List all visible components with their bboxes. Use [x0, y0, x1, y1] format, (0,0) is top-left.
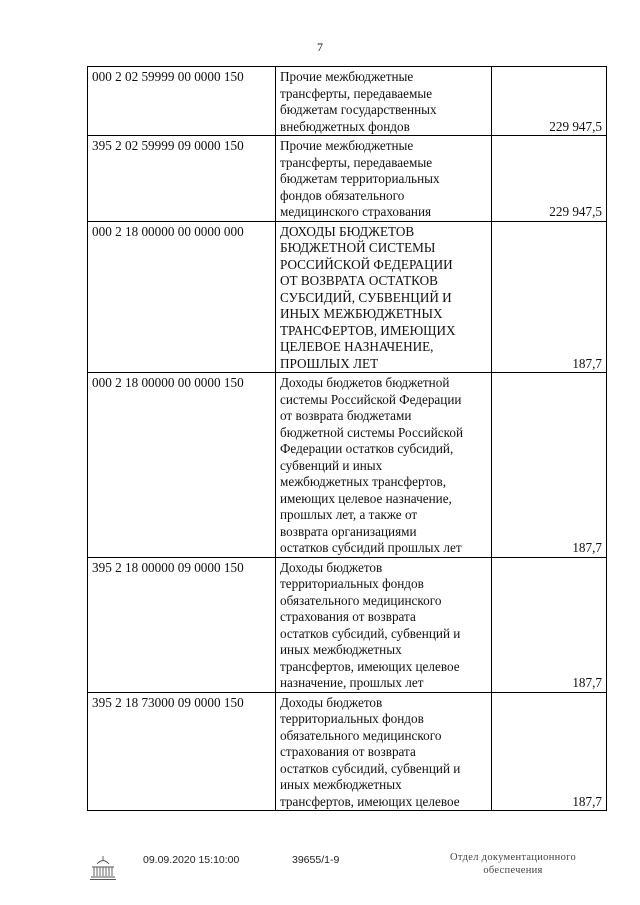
description-line: Доходы бюджетов бюджетной [280, 375, 450, 390]
page-number: 7 [317, 40, 323, 54]
description-line: Федерации остатков субсидий, [280, 441, 454, 456]
description-line: от возврата бюджетами [280, 408, 412, 423]
row-description [276, 136, 492, 222]
row-amount: 187,7 [492, 221, 607, 373]
description-line: БЮДЖЕТНОЙ СИСТЕМЫ [280, 240, 436, 255]
row-amount: 229 947,5 [492, 67, 607, 136]
description-line: внебюджетных фондов [280, 118, 410, 134]
table-row [88, 692, 607, 811]
budget-table-body [88, 67, 607, 811]
description-line: субвенций и иных [280, 457, 383, 473]
description-line: прошлых лет, а также от [280, 507, 418, 522]
description-line: РОССИЙСКОЙ ФЕДЕРАЦИИ [280, 256, 453, 272]
description-line: территориальных фондов [280, 576, 424, 591]
row-code: 000 2 18 00000 00 0000 000 [88, 221, 276, 373]
table-row [88, 557, 607, 692]
description-line: бюджетной системы Российской [280, 424, 464, 440]
row-code: 395 2 18 73000 09 0000 150 [88, 692, 276, 811]
print-timestamp: 09.09.2020 15:10:00 [143, 854, 240, 866]
table-row [88, 221, 607, 373]
row-code: 000 2 02 59999 00 0000 150 [88, 67, 276, 136]
document-id: 39655/1-9 [292, 854, 340, 866]
description-line: Прочие межбюджетные [280, 138, 414, 153]
row-code: 395 2 02 59999 09 0000 150 [88, 136, 276, 222]
description-line: ЦЕЛЕВОЕ НАЗНАЧЕНИЕ, [280, 339, 434, 354]
row-amount: 187,7 [492, 692, 607, 811]
description-line: остатков субсидий прошлых лет [280, 540, 462, 555]
description-line: трансфертов, имеющих целевое [280, 658, 460, 674]
row-description [276, 67, 492, 136]
description-line: страхования от возврата [280, 609, 416, 624]
description-line: иных межбюджетных [280, 777, 402, 792]
description-line: Доходы бюджетов [280, 694, 383, 710]
description-line: ИНЫХ МЕЖБЮДЖЕТНЫХ [280, 306, 443, 321]
description-line: обязательного медицинского [280, 592, 442, 608]
description-line: иных межбюджетных [280, 642, 402, 657]
description-line: трансферты, передаваемые [280, 85, 433, 101]
description-line: медицинского страхования [280, 204, 432, 219]
description-line: ТРАНСФЕРТОВ, ИМЕЮЩИХ [280, 322, 456, 338]
row-code: 395 2 18 00000 09 0000 150 [88, 557, 276, 692]
table-row [88, 373, 607, 558]
table-row [88, 136, 607, 222]
row-description [276, 221, 492, 373]
description-line: межбюджетных трансфертов, [280, 474, 447, 489]
description-line: системы Российской Федерации [280, 391, 462, 407]
table-row [88, 67, 607, 136]
row-code: 000 2 18 00000 00 0000 150 [88, 373, 276, 558]
budget-table [87, 66, 607, 811]
description-line: территориальных фондов [280, 711, 424, 726]
row-description [276, 692, 492, 811]
description-line: назначение, прошлых лет [280, 675, 424, 690]
row-amount: 187,7 [492, 373, 607, 558]
department-stamp [438, 851, 588, 877]
description-line: бюджетам государственных [280, 102, 437, 117]
stamp-line-1: Отдел документационного [449, 852, 577, 863]
description-line: трансферты, передаваемые [280, 154, 433, 170]
description-line: ОТ ВОЗВРАТА ОСТАТКОВ [280, 273, 438, 288]
description-line: имеющих целевое назначение, [280, 490, 452, 506]
description-line: ДОХОДЫ БЮДЖЕТОВ [280, 223, 415, 239]
description-line: трансфертов, имеющих целевое [280, 793, 460, 809]
row-amount: 187,7 [492, 557, 607, 692]
stamp-line-2: обеспечения [483, 865, 543, 876]
description-line: Доходы бюджетов [280, 559, 383, 575]
description-line: Прочие межбюджетные [280, 69, 414, 84]
row-description [276, 557, 492, 692]
description-line: страхования от возврата [280, 744, 416, 759]
description-line: фондов обязательного [280, 187, 405, 203]
description-line: остатков субсидий, субвенций и [280, 760, 461, 776]
description-line: СУБСИДИЙ, СУБВЕНЦИЙ И [280, 289, 452, 305]
description-line: остатков субсидий, субвенций и [280, 625, 461, 641]
description-line: ПРОШЛЫХ ЛЕТ [280, 355, 379, 371]
parliament-building-icon [88, 854, 118, 882]
row-amount: 229 947,5 [492, 136, 607, 222]
description-line: бюджетам территориальных [280, 171, 440, 186]
row-description [276, 373, 492, 558]
description-line: возврата организациями [280, 523, 417, 539]
document-footer [0, 848, 640, 898]
description-line: обязательного медицинского [280, 727, 442, 743]
